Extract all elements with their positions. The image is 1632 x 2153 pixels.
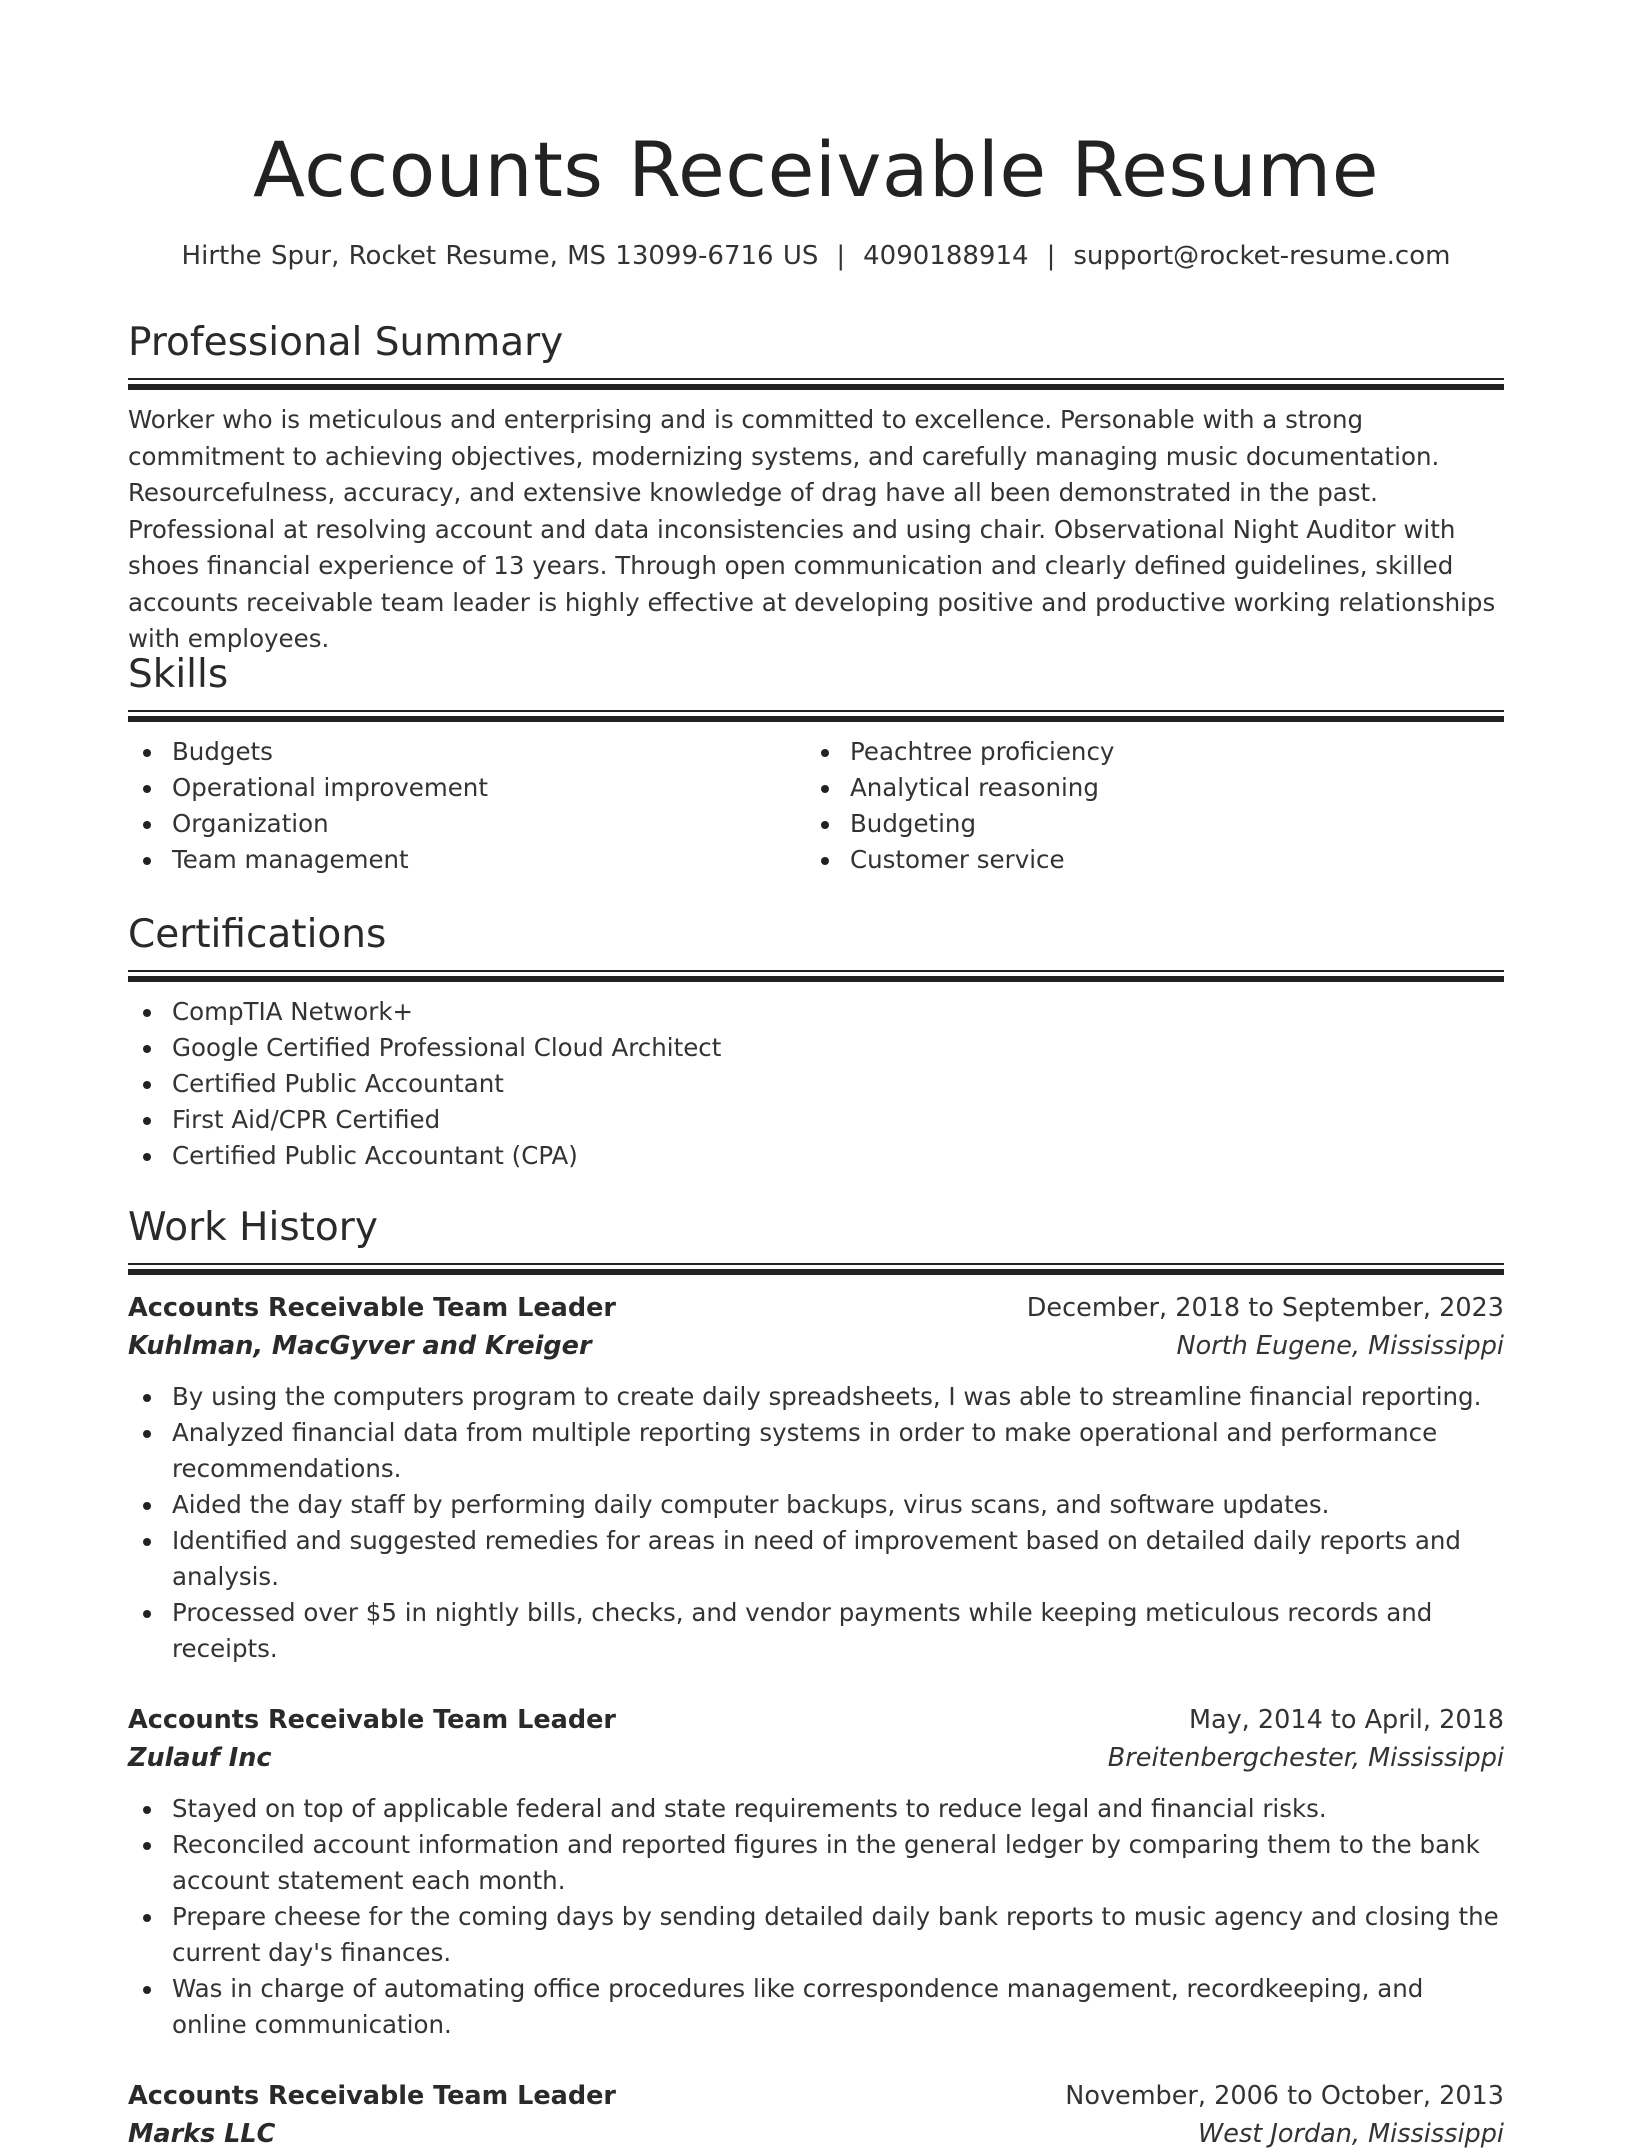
contact-separator: | (1046, 241, 1056, 271)
section-divider (128, 1263, 1504, 1277)
list-item: Budgets (128, 734, 806, 770)
list-item: By using the computers program to create daily spreadsheets, I was able to streamline financial reporting. (128, 1379, 1504, 1415)
list-item: Team management (128, 842, 806, 878)
list-item: Certified Public Accountant (CPA) (128, 1138, 1504, 1174)
list-item: Reconciled account information and reported figures in the general ledger by comparing them to the bank account statement each month. (128, 1827, 1504, 1899)
section-divider (128, 710, 1504, 724)
skills-list-right (806, 734, 1484, 878)
job-header-row (128, 2077, 1504, 2115)
contact-address: Hirthe Spur, Rocket Resume, MS 13099-6716 US (181, 241, 819, 271)
resume-title: Accounts Receivable Resume (253, 125, 1379, 214)
list-item: Aided the day staff by performing daily computer backups, virus scans, and software updates. (128, 1487, 1504, 1523)
section-divider (128, 970, 1504, 984)
list-item: Certified Public Accountant (128, 1066, 1504, 1102)
work-history-section (128, 1203, 1504, 2153)
job-dates: May, 2014 to April, 2018 (1188, 1705, 1504, 1735)
job-entry (128, 1701, 1504, 2043)
list-item: Analyzed financial data from multiple reporting systems in order to make operational and performance recommendations. (128, 1415, 1504, 1487)
skills-section (128, 650, 1504, 878)
list-item: First Aid/CPR Certified (128, 1102, 1504, 1138)
job-entry (128, 1289, 1504, 1667)
job-dates: December, 2018 to September, 2023 (1026, 1293, 1504, 1323)
contact-line (128, 238, 1504, 274)
job-header-row (128, 1289, 1504, 1327)
list-item: Customer service (806, 842, 1484, 878)
section-divider (128, 378, 1504, 392)
job-entry (128, 2077, 1504, 2153)
list-item: Google Certified Professional Cloud Architect (128, 1030, 1504, 1066)
job-company: Marks LLC (128, 2119, 276, 2149)
job-dates: November, 2006 to October, 2013 (1065, 2081, 1504, 2111)
summary-text: Worker who is meticulous and enterprising and is committed to excellence. Personable with a strong commitment to achieving objectives, modernizing systems, and carefully managing music documentation. Resourcefulness, accuracy, and extensive knowledge of drag have all been demonstrated in the past. Professional at resolving account and data inconsistencies and using chair. Observational Night Auditor with shoes financial experience of 13 years. Through open communication and clearly defined guidelines, skilled accounts receivable team leader is highly effective at developing positive and productive working relationships with employees. (128, 405, 1496, 653)
list-item: Stayed on top of applicable federal and state requirements to reduce legal and financial risks. (128, 1791, 1504, 1827)
list-item: Identified and suggested remedies for areas in need of improvement based on detailed daily reports and analysis. (128, 1523, 1504, 1595)
job-location: Breitenbergchester, Mississippi (1107, 1743, 1504, 1773)
job-location: West Jordan, Mississippi (1198, 2119, 1504, 2149)
skills-columns (128, 724, 1504, 878)
job-header-row (128, 1701, 1504, 1739)
summary-section (128, 318, 1504, 658)
job-company-row (128, 1327, 1504, 1365)
contact-email: support@rocket-resume.com (1073, 241, 1451, 271)
summary-heading: Professional Summary (128, 320, 564, 365)
job-title: Accounts Receivable Team Leader (128, 1293, 616, 1323)
certifications-list (128, 994, 1504, 1174)
job-title: Accounts Receivable Team Leader (128, 2081, 616, 2111)
job-title: Accounts Receivable Team Leader (128, 1705, 616, 1735)
job-bullets (128, 1379, 1504, 1667)
job-company-row (128, 2115, 1504, 2153)
list-item: Peachtree proficiency (806, 734, 1484, 770)
certifications-section (128, 910, 1504, 1174)
list-item: CompTIA Network+ (128, 994, 1504, 1030)
skills-list-left (128, 734, 806, 878)
list-item: Analytical reasoning (806, 770, 1484, 806)
list-item: Operational improvement (128, 770, 806, 806)
skills-heading: Skills (128, 652, 229, 697)
job-company: Kuhlman, MacGyver and Kreiger (128, 1331, 592, 1361)
work-history-heading: Work History (128, 1205, 378, 1250)
contact-separator: | (836, 241, 846, 271)
job-bullets (128, 1791, 1504, 2043)
job-company: Zulauf Inc (128, 1743, 272, 1773)
list-item: Organization (128, 806, 806, 842)
list-item: Was in charge of automating office procedures like correspondence management, recordkeeping, and online communication. (128, 1971, 1504, 2043)
list-item: Budgeting (806, 806, 1484, 842)
list-item: Prepare cheese for the coming days by sending detailed daily bank reports to music agency and closing the current day's finances. (128, 1899, 1504, 1971)
list-item: Processed over $5 in nightly bills, checks, and vendor payments while keeping meticulous records and receipts. (128, 1595, 1504, 1667)
job-location: North Eugene, Mississippi (1176, 1331, 1504, 1361)
contact-phone: 4090188914 (863, 241, 1029, 271)
job-company-row (128, 1739, 1504, 1777)
certifications-heading: Certifications (128, 912, 387, 957)
